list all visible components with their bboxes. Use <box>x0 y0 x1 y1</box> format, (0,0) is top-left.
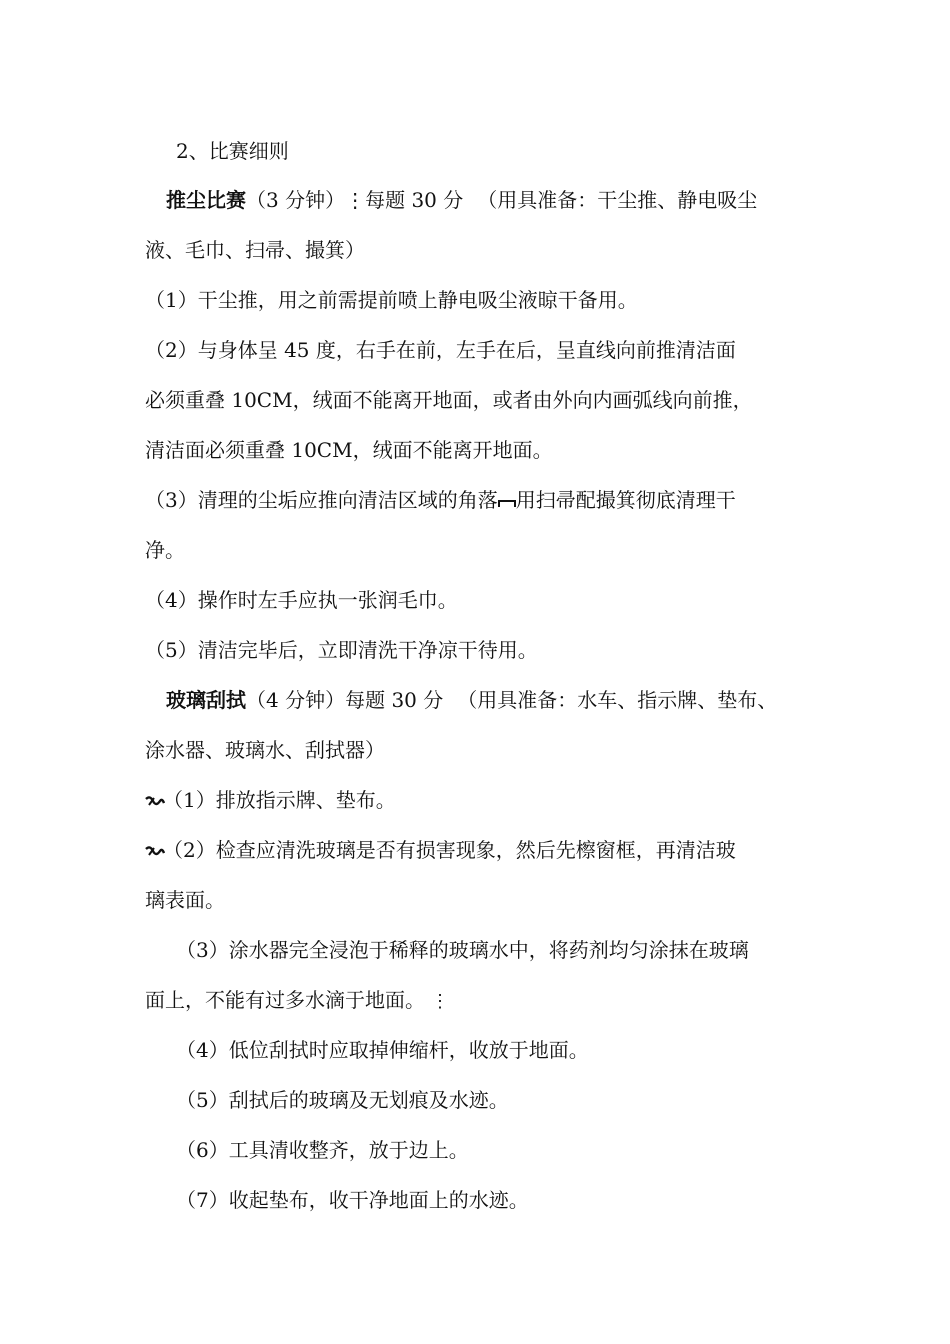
glass-heading-tools: （用具准备：水车、指示牌、垫布、 <box>457 688 778 712</box>
glass-item-3: （3）涂水器完全浸泡于稀释的玻璃水中，将药剂均匀涂抹在玻璃 <box>176 938 749 962</box>
dust-item-3: （3）清理的尘垢应推向清洁区域的角落 用扫帚配撮箕彻底清理干 <box>145 488 736 512</box>
dust-heading-tools-cont: 液、毛巾、扫帚、撮箕） <box>145 238 365 262</box>
dust-heading-score: 每题 30 分 <box>365 188 464 212</box>
section-title: 2、比赛细则 <box>176 139 289 163</box>
trailing-mark: ⋮ <box>431 991 449 1012</box>
dust-heading <box>166 186 757 214</box>
dust-item-1: （1）干尘推，用之前需提前喷上静电吸尘液晾干备用。 <box>145 288 638 312</box>
dust-item-2: （2）与身体呈 45 度，右手在前，左手在后，呈直线向前推清洁面 <box>145 338 736 362</box>
glass-item-2-cont: 璃表面。 <box>145 888 225 912</box>
underscore-bracket-icon <box>498 495 516 509</box>
swash-bullet-icon <box>145 845 163 859</box>
glass-item-2: （2）检查应清洗玻璃是否有损害现象，然后先檫窗框，再清洁玻 <box>145 836 736 864</box>
glass-heading-duration: （4 分钟）每题 30 分 <box>246 688 444 712</box>
dust-item-3-cont: 净。 <box>145 538 185 562</box>
dust-item-5: （5）清洁完毕后，立即清洗干净凉干待用。 <box>145 638 538 662</box>
glass-heading <box>166 686 777 714</box>
swash-bullet-icon <box>145 795 163 809</box>
glass-item-6: （6）工具清收整齐，放于边上。 <box>176 1138 469 1162</box>
dust-heading-tools: （用具准备：干尘推、静电吸尘 <box>477 188 758 212</box>
dust-item-2-cont: 必须重叠 10CM，绒面不能离开地面，或者由外向内画弧线向前推， <box>145 388 753 412</box>
dust-item-4: （4）操作时左手应执一张润毛巾。 <box>145 588 458 612</box>
glass-heading-tools-cont: 涂水器、玻璃水、刮拭器） <box>145 738 385 762</box>
glass-item-5: （5）刮拭后的玻璃及无划痕及水迹。 <box>176 1088 509 1112</box>
dust-heading-mark: ⋮ <box>345 188 366 212</box>
glass-item-3-cont: 面上，不能有过多水滴于地面。 ⋮ <box>145 986 449 1016</box>
dust-item-2-cont-2: 清洁面必须重叠 10CM，绒面不能离开地面。 <box>145 438 553 462</box>
dust-heading-duration: （3 分钟） <box>246 188 346 212</box>
glass-heading-bold: 玻璃刮拭 <box>166 688 246 712</box>
glass-item-4: （4）低位刮拭时应取掉伸缩杆，收放于地面。 <box>176 1038 589 1062</box>
dust-heading-bold: 推尘比赛 <box>166 188 246 212</box>
glass-item-1: （1）排放指示牌、垫布。 <box>145 786 396 814</box>
glass-item-7: （7）收起垫布，收干净地面上的水迹。 <box>176 1188 529 1212</box>
